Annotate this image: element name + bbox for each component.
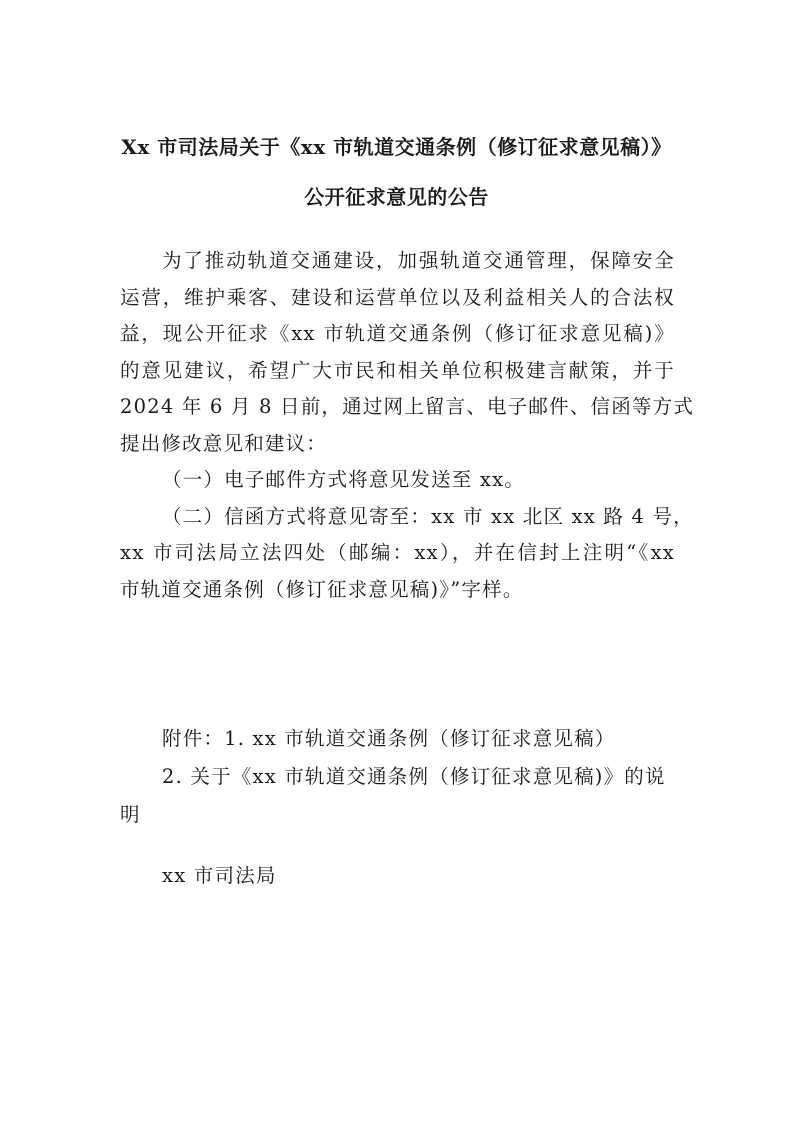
mail-method-line: （二）信函方式将意见寄至：xx 市 xx 北区 xx 路 4 号， [162,504,694,528]
attachment-item-2-continued: 明 [120,803,141,826]
body-text-line: 的意见建议，希望广大市民和相关单位积极建言献策，并于 [120,358,675,382]
email-method-line: （一）电子邮件方式将意见发送至 xx。 [162,468,525,491]
attachment-item-2: 2. 关于《xx 市轨道交通条例（修订征求意见稿)》的说 [162,765,666,788]
document-title-line2: 公开征求意见的公告 [304,185,489,209]
signature: xx 市司法局 [162,864,277,887]
mail-method-line: xx 市司法局立法四处（邮编：xx），并在信封上注明“《xx [120,541,675,564]
body-text-line: 为了推动轨道交通建设，加强轨道交通管理，保障安全 [162,249,675,272]
body-text-line: 2024 年 6 月 8 日前，通过网上留言、电子邮件、信函等方式 [120,395,695,418]
body-text-line: 提出修改意见和建议： [120,431,328,455]
body-text-line: 运营，维护乘客、建设和运营单位以及利益相关人的合法权 [120,285,675,309]
mail-method-line: 市轨道交通条例（修订征求意见稿)》”字样。 [120,577,524,601]
document-title-line1: Xx 市司法局关于《xx 市轨道交通条例（修订征求意见稿）》 [121,135,672,159]
attachment-item-1: 附件：1. xx 市轨道交通条例（修订征求意见稿） [162,727,616,750]
body-text-line: 益，现公开征求《xx 市轨道交通条例（修订征求意见稿)》 [120,322,675,345]
document-body [120,243,695,608]
